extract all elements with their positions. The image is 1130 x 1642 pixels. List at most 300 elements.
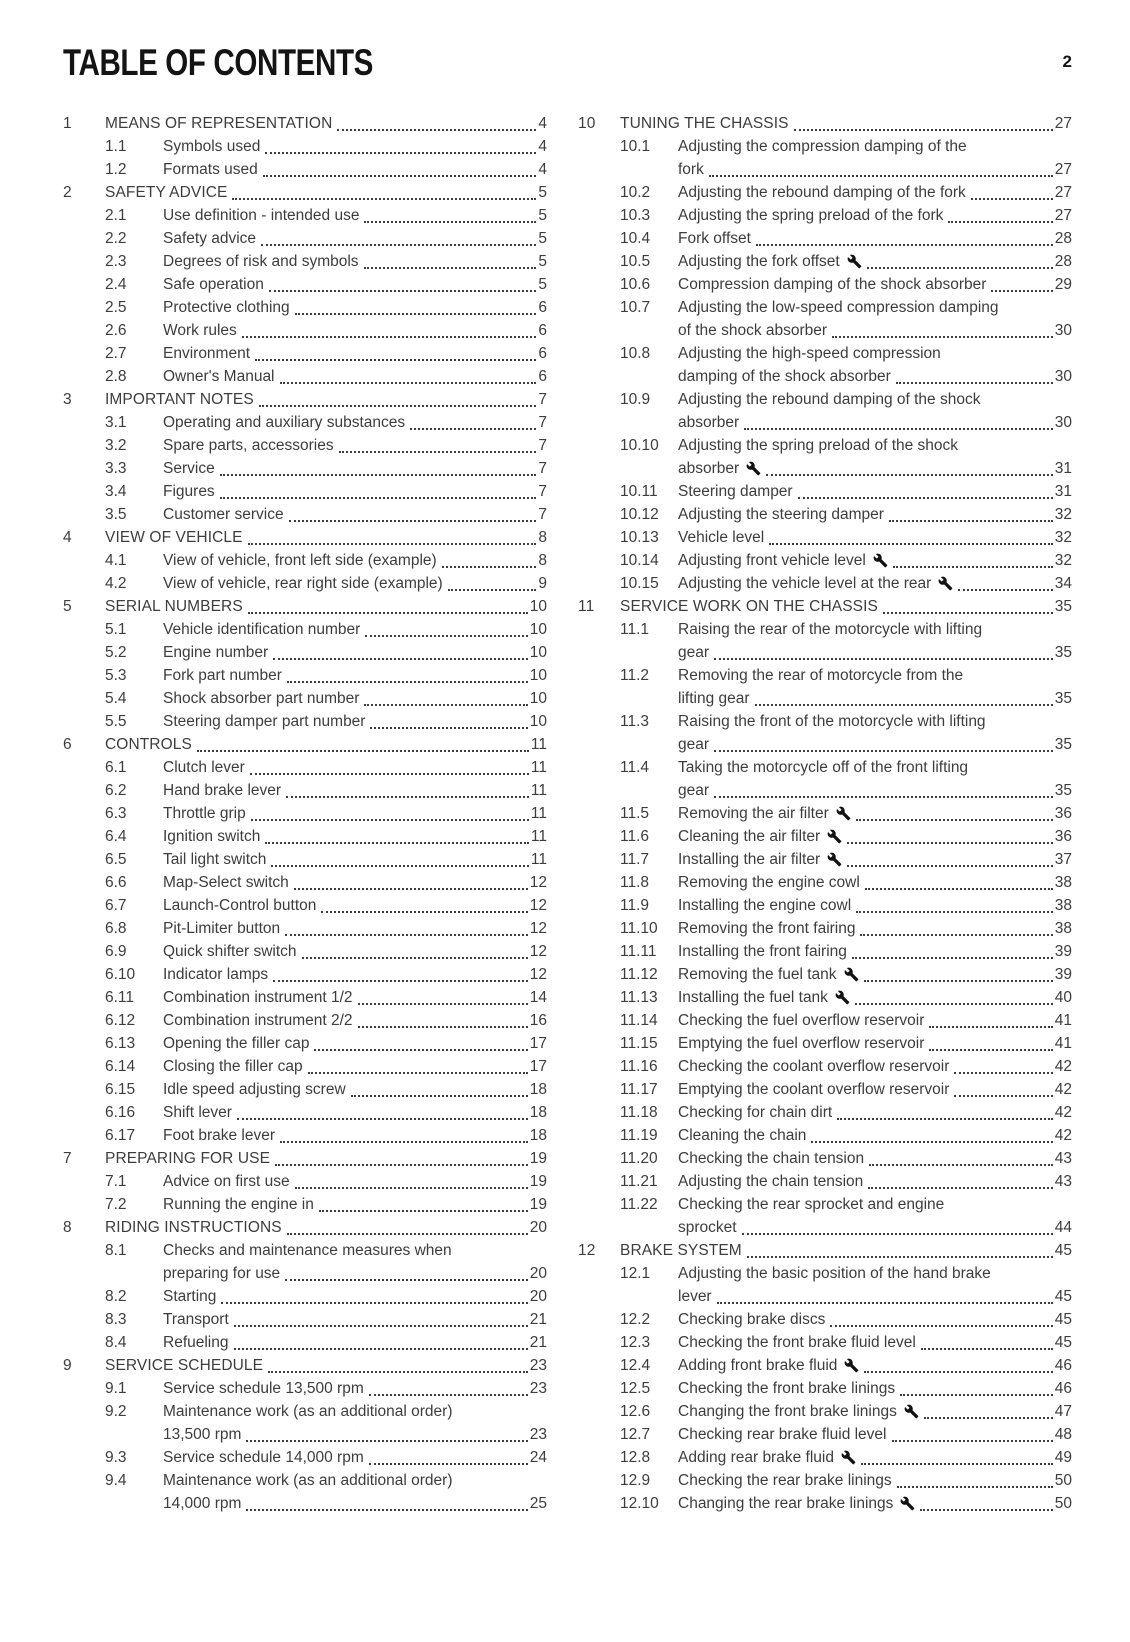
toc-entry-number: 2.8 — [105, 368, 127, 385]
toc-entry-title: Foot brake lever — [163, 1127, 275, 1144]
toc-entry-page: 17 — [529, 1035, 547, 1052]
toc-entry-body — [163, 549, 538, 572]
toc-entry-number — [63, 135, 105, 158]
toc-entry-title: Adjusting the basic position of the hand brake — [678, 1265, 991, 1282]
toc-entry-title: BRAKE SYSTEM — [620, 1242, 742, 1259]
toc-entry-number: 10.3 — [620, 207, 651, 224]
toc-entry-title: Installing the air filter — [678, 851, 821, 868]
toc-entry-page: 45 — [1054, 1334, 1072, 1351]
toc-entry-row — [63, 296, 547, 319]
toc-entry-number: 10.9 — [620, 391, 651, 408]
dot-leader — [369, 1394, 528, 1396]
toc-entry-body — [620, 112, 1055, 135]
toc-entry-number: 10.11 — [620, 483, 658, 500]
toc-entry-page: 47 — [1054, 1403, 1072, 1420]
toc-entry-body — [678, 1147, 1055, 1170]
toc-entry-number: 10.8 — [620, 345, 651, 362]
toc-entry-body — [678, 1377, 1055, 1400]
toc-entry-body — [678, 204, 1055, 227]
toc-entry-page: 11 — [530, 805, 547, 822]
toc-entry-title: Launch-Control button — [163, 897, 317, 914]
toc-entry-indent — [620, 641, 678, 664]
toc-entry-number: 6.7 — [105, 897, 127, 914]
toc-entry-number: 1.1 — [105, 138, 127, 155]
dot-leader — [832, 336, 1053, 338]
toc-entry-number: 12.5 — [620, 1380, 651, 1397]
toc-entry-title: Steering damper part number — [163, 713, 366, 730]
toc-entry-number — [63, 917, 105, 940]
dot-leader — [924, 1417, 1053, 1419]
toc-entry-number: 4 — [63, 529, 72, 546]
toc-entry-page: 11 — [530, 736, 547, 753]
toc-entry-number: 11.4 — [620, 759, 650, 776]
toc-entry-body — [105, 1147, 530, 1170]
toc-entry-number: 10.7 — [620, 299, 651, 316]
toc-entry-number: 12.8 — [620, 1449, 651, 1466]
toc-entry-number: 11.21 — [620, 1173, 658, 1190]
dot-leader — [314, 1049, 527, 1051]
toc-entry-number: 2.5 — [105, 299, 127, 316]
toc-entry-row — [578, 1354, 1072, 1377]
toc-entry-number: 11.14 — [620, 1012, 658, 1029]
toc-entry-number — [578, 756, 620, 779]
toc-entry-indent — [578, 641, 620, 664]
toc-entry-page: 44 — [1054, 1219, 1072, 1236]
toc-entry-row — [63, 250, 547, 273]
toc-entry-number: 6.13 — [105, 1035, 136, 1052]
toc-entry-page: 7 — [538, 437, 547, 454]
toc-entry-number — [578, 802, 620, 825]
toc-entry-number: 3.4 — [105, 483, 127, 500]
toc-entry-number: 9.4 — [105, 1472, 127, 1489]
toc-entry-row — [63, 1285, 547, 1308]
toc-entry-page: 16 — [529, 1012, 547, 1029]
dot-leader — [251, 819, 529, 821]
toc-entry-indent — [620, 411, 678, 434]
toc-entry-row — [578, 1193, 1072, 1216]
dot-leader — [717, 1302, 1053, 1304]
toc-column-right — [578, 112, 1072, 1515]
toc-entry-page: 32 — [1054, 552, 1072, 569]
toc-entry-page: 10 — [529, 644, 547, 661]
toc-entry-row — [63, 457, 547, 480]
toc-entry-row — [63, 388, 547, 411]
toc-entry-body — [163, 710, 530, 733]
dot-leader — [847, 865, 1053, 867]
toc-entry-number: 3.5 — [105, 506, 127, 523]
dot-leader — [794, 129, 1053, 131]
toc-entry-number — [63, 158, 105, 181]
toc-entry-page: 31 — [1054, 483, 1072, 500]
toc-entry-body — [105, 112, 538, 135]
dot-leader — [864, 1371, 1052, 1373]
toc-entry-page: 31 — [1054, 460, 1072, 477]
toc-entry-title-continued: gear — [678, 736, 710, 753]
toc-entry-body — [678, 342, 1072, 365]
toc-entry-title: Service — [163, 460, 215, 477]
toc-entry-page: 41 — [1054, 1035, 1072, 1052]
toc-entry-number: 10 — [578, 115, 596, 132]
toc-entry-title: Hand brake lever — [163, 782, 282, 799]
toc-entry-body — [163, 963, 530, 986]
toc-entry-row — [63, 1377, 547, 1400]
toc-entry-body — [163, 917, 530, 940]
toc-entry-row — [578, 526, 1072, 549]
toc-entry-number: 9.3 — [105, 1449, 127, 1466]
toc-entry-row — [578, 549, 1072, 572]
toc-entry-indent — [63, 1423, 105, 1446]
page-number: 2 — [1062, 52, 1072, 71]
toc-entry-body — [163, 1055, 530, 1078]
toc-entry-page: 4 — [538, 161, 547, 178]
dot-leader — [714, 658, 1053, 660]
toc-entry-number: 10.6 — [620, 276, 651, 293]
toc-entry-body — [163, 365, 538, 388]
dot-leader — [308, 1072, 528, 1074]
dot-leader — [855, 1003, 1053, 1005]
toc-entry-number: 5.1 — [105, 621, 127, 638]
dot-leader — [273, 980, 528, 982]
toc-entry-number — [63, 572, 105, 595]
dot-leader — [865, 888, 1053, 890]
toc-entry-indent — [578, 1285, 620, 1308]
toc-entry-number: 3.2 — [105, 437, 127, 454]
wrench-icon — [827, 829, 842, 844]
toc-entry-title: Adjusting the low-speed compression damping — [678, 299, 999, 316]
toc-entry-indent — [578, 365, 620, 388]
toc-entry-row — [63, 227, 547, 250]
toc-entry-row — [63, 963, 547, 986]
toc-entry-title: SERVICE SCHEDULE — [105, 1357, 264, 1374]
toc-entry-title: Adjusting the vehicle level at the rear — [678, 575, 932, 592]
toc-entry-row — [578, 917, 1072, 940]
toc-entry-row — [578, 572, 1072, 595]
toc-entry-body — [163, 1124, 530, 1147]
dot-leader — [929, 1049, 1052, 1051]
toc-entry-number — [578, 1423, 620, 1446]
dot-leader — [250, 773, 529, 775]
toc-entry-body — [678, 1446, 1055, 1469]
toc-entry-number — [578, 940, 620, 963]
toc-entry-number: 10.14 — [620, 552, 659, 569]
dot-leader — [365, 635, 527, 637]
toc-entry-page: 19 — [529, 1150, 547, 1167]
toc-entry-page: 7 — [538, 506, 547, 523]
toc-entry-title: IMPORTANT NOTES — [105, 391, 254, 408]
toc-entry-number — [63, 503, 105, 526]
toc-entry-number — [578, 572, 620, 595]
toc-entry-title: Maintenance work (as an additional order) — [163, 1403, 453, 1420]
toc-entry-number — [578, 1469, 620, 1492]
toc-entry-row — [63, 710, 547, 733]
toc-entry-row — [578, 963, 1072, 986]
toc-entry-page: 38 — [1054, 874, 1072, 891]
toc-entry-row — [578, 595, 1072, 618]
toc-entry-title: Checking the coolant overflow reservoir — [678, 1058, 950, 1075]
toc-entry-number — [63, 871, 105, 894]
toc-entry-number — [63, 296, 105, 319]
toc-entry-body — [620, 595, 1055, 618]
toc-entry-row — [578, 365, 1072, 388]
dot-leader — [769, 543, 1053, 545]
dot-leader — [893, 566, 1053, 568]
dot-leader — [220, 474, 537, 476]
toc-entry-row — [63, 1009, 547, 1032]
toc-entry-number — [578, 963, 620, 986]
toc-entry-page: 4 — [538, 115, 547, 132]
toc-entry-number — [63, 1446, 105, 1469]
toc-entry-body — [678, 1078, 1055, 1101]
toc-entry-body — [163, 1377, 530, 1400]
toc-entry-title: Removing the rear of motorcycle from the — [678, 667, 964, 684]
toc-entry-number — [578, 1331, 620, 1354]
toc-entry-number — [578, 664, 620, 687]
toc-entry-number: 6.2 — [105, 782, 127, 799]
toc-entry-number — [63, 1285, 105, 1308]
toc-entry-number: 11 — [578, 598, 595, 615]
dot-leader — [864, 980, 1053, 982]
toc-entry-title: Combination instrument 1/2 — [163, 989, 353, 1006]
dot-leader — [232, 198, 536, 200]
toc-entry-number — [578, 710, 620, 733]
toc-entry-body — [678, 1285, 1055, 1308]
toc-entry-title-continued: of the shock absorber — [678, 322, 828, 339]
toc-entry-title-continued: preparing for use — [163, 1265, 281, 1282]
page-title: TABLE OF CONTENTS — [63, 42, 374, 83]
toc-entry-number: 6.8 — [105, 920, 127, 937]
dot-leader — [265, 152, 536, 154]
toc-entry-title: CONTROLS — [105, 736, 192, 753]
toc-entry-number: 7.1 — [105, 1173, 127, 1190]
dot-leader — [860, 934, 1052, 936]
toc-entry-number: 1.2 — [105, 161, 127, 178]
toc-entry-title: Fork offset — [678, 230, 751, 247]
toc-entry-title: Degrees of risk and symbols — [163, 253, 359, 270]
toc-entry-body — [163, 1469, 547, 1492]
toc-entry-row — [63, 1216, 547, 1239]
toc-entry-number — [63, 1078, 105, 1101]
dot-leader — [954, 1095, 1052, 1097]
toc-entry-row — [63, 1101, 547, 1124]
toc-entry-body — [105, 388, 538, 411]
toc-entry-body — [163, 1492, 530, 1515]
toc-entry-row — [578, 1308, 1072, 1331]
toc-entry-body — [678, 986, 1055, 1009]
toc-entry-number — [578, 1055, 620, 1078]
toc-entry-title-continued: fork — [678, 161, 704, 178]
page-header — [63, 42, 1072, 112]
toc-entry-title-continued: absorber — [678, 460, 740, 477]
toc-entry-title-continued: lifting gear — [678, 690, 750, 707]
toc-entry-body — [678, 710, 1072, 733]
toc-entry-number — [578, 135, 620, 158]
toc-entry-body — [163, 1170, 530, 1193]
toc-entry-number — [63, 434, 105, 457]
toc-entry-title: Closing the filler cap — [163, 1058, 303, 1075]
toc-entry-body — [678, 480, 1055, 503]
dot-leader — [248, 612, 528, 614]
toc-entry-page: 11 — [530, 782, 547, 799]
toc-entry-row — [63, 1308, 547, 1331]
toc-entry-page: 10 — [529, 621, 547, 638]
toc-entry-page: 38 — [1054, 897, 1072, 914]
toc-entry-number: 2.4 — [105, 276, 127, 293]
toc-entry-title: Raising the rear of the motorcycle with lifting — [678, 621, 983, 638]
toc-entry-number: 11.5 — [620, 805, 650, 822]
dot-leader — [351, 1095, 528, 1097]
toc-entry-page: 11 — [530, 759, 547, 776]
toc-entry-body — [163, 848, 531, 871]
dot-leader — [929, 1026, 1052, 1028]
toc-entry-number — [63, 1239, 105, 1262]
toc-entry-number: 6.9 — [105, 943, 127, 960]
toc-entry-number — [578, 250, 620, 273]
toc-entry-row — [578, 641, 1072, 664]
toc-entry-indent — [620, 1216, 678, 1239]
dot-leader — [370, 727, 527, 729]
toc-entry-body — [678, 687, 1055, 710]
toc-entry-row — [578, 434, 1072, 457]
toc-entry-page: 30 — [1054, 368, 1072, 385]
dot-leader — [358, 1026, 528, 1028]
dot-leader — [242, 336, 537, 338]
dot-leader — [358, 1003, 528, 1005]
toc-entry-title: PREPARING FOR USE — [105, 1150, 271, 1167]
toc-entry-number: 11.19 — [620, 1127, 658, 1144]
dot-leader — [285, 1279, 528, 1281]
toc-entry-title: Shock absorber part number — [163, 690, 360, 707]
toc-entry-number: 11.10 — [620, 920, 658, 937]
toc-entry-title: Idle speed adjusting screw — [163, 1081, 346, 1098]
toc-entry-row — [63, 986, 547, 1009]
toc-entry-number: 3 — [63, 391, 72, 408]
toc-entry-row — [63, 1262, 547, 1285]
toc-entry-title: Removing the engine cowl — [678, 874, 860, 891]
toc-entry-body — [163, 1032, 530, 1055]
toc-entry-body — [678, 1492, 1055, 1515]
toc-entry-title: Adjusting the spring preload of the shock — [678, 437, 959, 454]
toc-entry-number: 5 — [63, 598, 72, 615]
toc-entry-number — [578, 549, 620, 572]
dot-leader — [837, 1118, 1053, 1120]
toc-entry-title: Raising the front of the motorcycle with lifting — [678, 713, 986, 730]
toc-entry-body — [163, 1239, 547, 1262]
toc-entry-body — [678, 825, 1055, 848]
toc-entry-row — [578, 1101, 1072, 1124]
toc-entry-body — [163, 503, 538, 526]
toc-entry-title: Installing the front fairing — [678, 943, 847, 960]
dot-leader — [319, 1210, 528, 1212]
toc-entry-body — [678, 940, 1055, 963]
toc-entry-row — [63, 1147, 547, 1170]
toc-entry-body — [163, 687, 530, 710]
toc-entry-page: 10 — [529, 667, 547, 684]
toc-entry-indent — [620, 687, 678, 710]
toc-entry-row — [63, 572, 547, 595]
toc-entry-number: 11.9 — [620, 897, 650, 914]
toc-entry-row — [63, 365, 547, 388]
toc-entry-body — [678, 227, 1055, 250]
toc-entry-title: Changing the rear brake linings — [678, 1495, 894, 1512]
toc-entry-number: 6 — [63, 736, 72, 753]
toc-entry-title: Installing the engine cowl — [678, 897, 852, 914]
toc-entry-indent — [578, 411, 620, 434]
toc-entry-title: Use definition - intended use — [163, 207, 360, 224]
toc-entry-number: 10.13 — [620, 529, 659, 546]
wrench-icon — [836, 806, 851, 821]
toc-entry-page: 10 — [529, 690, 547, 707]
dot-leader — [847, 842, 1053, 844]
toc-entry-row — [63, 1078, 547, 1101]
toc-entry-body — [163, 825, 531, 848]
toc-entry-body — [678, 756, 1072, 779]
toc-entry-number: 11.16 — [620, 1058, 658, 1075]
toc-entry-body — [678, 503, 1055, 526]
toc-entry-title: Emptying the fuel overflow reservoir — [678, 1035, 925, 1052]
toc-entry-number — [63, 664, 105, 687]
toc-entry-title: Maintenance work (as an additional order) — [163, 1472, 453, 1489]
dot-leader — [321, 911, 527, 913]
toc-entry-row — [63, 480, 547, 503]
toc-entry-body — [163, 1078, 530, 1101]
toc-entry-number: 6.4 — [105, 828, 127, 845]
dot-leader — [220, 497, 537, 499]
toc-entry-title: Adding rear brake fluid — [678, 1449, 834, 1466]
toc-entry-number: 12.7 — [620, 1426, 651, 1443]
toc-entry-body — [678, 894, 1055, 917]
toc-entry-body — [163, 641, 530, 664]
toc-entry-page: 12 — [529, 920, 547, 937]
toc-entry-title: Transport — [163, 1311, 229, 1328]
toc-entry-page: 28 — [1054, 230, 1072, 247]
toc-entry-page: 27 — [1054, 207, 1072, 224]
toc-entry-title: Clutch lever — [163, 759, 245, 776]
dot-leader — [766, 474, 1053, 476]
toc-entry-page: 38 — [1054, 920, 1072, 937]
toc-entry-indent — [578, 319, 620, 342]
toc-entry-number — [63, 1377, 105, 1400]
toc-entry-page: 20 — [529, 1265, 547, 1282]
toc-entry-page: 21 — [529, 1311, 547, 1328]
toc-entry-number: 2 — [63, 184, 72, 201]
toc-entry-number — [578, 1354, 620, 1377]
toc-entry-indent — [578, 687, 620, 710]
toc-entry-row — [63, 917, 547, 940]
toc-entry-indent — [63, 1262, 105, 1285]
toc-entry-row — [63, 1193, 547, 1216]
toc-entry-title: Checking the rear sprocket and engine — [678, 1196, 945, 1213]
toc-entry-row — [63, 273, 547, 296]
toc-entry-title: Checking the front brake linings — [678, 1380, 896, 1397]
toc-entry-row — [578, 825, 1072, 848]
dot-leader — [289, 520, 537, 522]
toc-entry-body — [678, 1101, 1055, 1124]
toc-entry-row — [578, 1055, 1072, 1078]
toc-entry-body — [678, 1423, 1055, 1446]
toc-entry-title: Service schedule 14,000 rpm — [163, 1449, 364, 1466]
toc-entry-number — [63, 710, 105, 733]
toc-entry-page: 36 — [1054, 805, 1072, 822]
toc-entry-indent — [620, 733, 678, 756]
toc-entry-title: Checking the chain tension — [678, 1150, 865, 1167]
toc-entry-body — [678, 549, 1055, 572]
toc-entry-page: 12 — [529, 874, 547, 891]
toc-entry-number — [63, 549, 105, 572]
toc-entry-page: 27 — [1054, 161, 1072, 178]
toc-entry-row — [63, 848, 547, 871]
toc-entry-body — [105, 181, 538, 204]
toc-entry-row — [63, 1492, 547, 1515]
